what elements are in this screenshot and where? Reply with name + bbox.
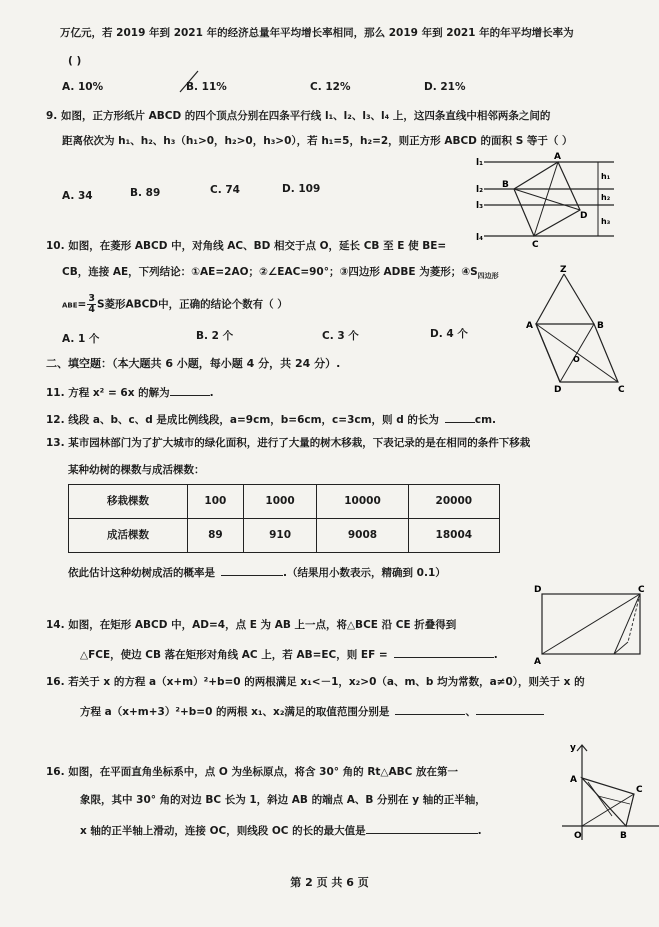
fraction-numerator: 3 bbox=[88, 293, 95, 304]
q14-line2-post: . bbox=[493, 649, 498, 661]
table-row-header: 成活棵数 bbox=[69, 519, 188, 553]
q16-answer-blank[interactable] bbox=[366, 822, 478, 834]
q14-answer-blank[interactable] bbox=[394, 646, 494, 658]
q9-option-d: D. 109 bbox=[282, 183, 321, 195]
table-cell: 10000 bbox=[317, 485, 408, 519]
q10-figure bbox=[524, 262, 644, 394]
label-d: D bbox=[534, 585, 542, 595]
label-l3: l₃ bbox=[476, 201, 484, 211]
q9-option-a: A. 34 bbox=[62, 190, 93, 202]
q13-after-post: .（结果用小数表示，精确到 0.1） bbox=[283, 567, 446, 579]
label-d: D bbox=[580, 211, 588, 221]
q15-line1: 16. 若关于 x 的方程 a（x+m）²+b=0 的两根满足 x₁<－1，x₂>0（a、m、b 均为常数，a≠0），则关于 x 的 bbox=[46, 676, 585, 688]
q12 bbox=[46, 411, 496, 427]
q16-line1: 16. 如图，在平面直角坐标系中，点 O 为坐标原点，将含 30° 角的 Rt△ABC 放在第一 bbox=[46, 766, 458, 778]
q10-option-c: C. 3 个 bbox=[322, 330, 359, 342]
q12-text: 12. 线段 a、b、c、d 是成比例线段，a=9cm，b=6cm，c=3cm，则 d 的长为 bbox=[46, 414, 439, 426]
q8-line1: 万亿元，若 2019 年到 2021 年的经济总量年平均增长率相同，那么 2019 年到 2021 年的年平均增长率为 bbox=[60, 27, 574, 39]
q13-line2: 某种幼树的棵数与成活棵数： bbox=[68, 464, 205, 476]
q13-line1: 13. 某市园林部门为了扩大城市的绿化面积，进行了大量的树木移栽，下表记录的是在相同的条件下移栽 bbox=[46, 437, 531, 449]
label-c: C bbox=[638, 585, 645, 595]
q9-figure bbox=[474, 150, 624, 250]
q15-answer-blank-2[interactable] bbox=[476, 703, 544, 715]
q9-option-c: C. 74 bbox=[210, 184, 240, 196]
label-c: C bbox=[636, 785, 643, 795]
q16-line3-post: . bbox=[477, 825, 482, 837]
label-h1: h₁ bbox=[601, 172, 611, 181]
q10-option-a: A. 1 个 bbox=[62, 333, 100, 345]
label-b: B bbox=[502, 180, 509, 190]
q16-line3 bbox=[80, 822, 482, 838]
q14-line2-text: △FCE，使边 CB 落在矩形对角线 AC 上，若 AB=EC，则 EF = bbox=[80, 649, 388, 661]
q13-answer-blank[interactable] bbox=[221, 564, 283, 576]
q15-separator: 、 bbox=[465, 706, 476, 718]
q11 bbox=[46, 384, 214, 400]
label-c: C bbox=[618, 385, 625, 395]
q16-line2: 象限，其中 30° 角的对边 BC 长为 1，斜边 AB 的端点 A、B 分别在 y 轴的正半轴， bbox=[80, 794, 486, 806]
q8-option-a: A. 10% bbox=[62, 81, 104, 93]
q14-line1: 14. 如图，在矩形 ABCD 中，AD=4，点 E 为 AB 上一点，将△BCE 沿 CE 折叠得到 bbox=[46, 619, 457, 631]
q10-line1: 10. 如图，在菱形 ABCD 中，对角线 AC、BD 相交于点 O，延长 CB 至 E 使 BE= bbox=[46, 240, 447, 252]
q14-figure bbox=[530, 582, 659, 666]
q13-data-table bbox=[68, 484, 500, 553]
q10-line3-pre: ABE bbox=[62, 301, 78, 310]
q10-line2 bbox=[62, 266, 499, 280]
q9-line1: 9. 如图，正方形纸片 ABCD 的四个顶点分别在四条平行线 l₁、l₂、l₃、l₄ 上，这四条直线中相邻两条之间的 bbox=[46, 110, 551, 122]
q13-after bbox=[68, 564, 446, 580]
q10-line2-text: CB，连接 AE，下列结论：①AE=2AO；②∠EAC=90°；③四边形 ADBE 为菱形；④S bbox=[62, 266, 478, 278]
q10-option-b: B. 2 个 bbox=[196, 330, 234, 342]
table-cell: 18004 bbox=[408, 519, 499, 553]
label-d: D bbox=[554, 385, 562, 395]
label-l2: l₂ bbox=[476, 185, 484, 195]
q16-line3-text: x 轴的正半轴上滑动，连接 OC，则线段 OC 的长的最大值是 bbox=[80, 825, 366, 837]
table-cell: 910 bbox=[243, 519, 317, 553]
table-cell: 20000 bbox=[408, 485, 499, 519]
table-cell: 9008 bbox=[317, 519, 408, 553]
label-a: A bbox=[534, 657, 541, 667]
q11-text: 11. 方程 x² = 6x 的解为 bbox=[46, 387, 170, 399]
table-row-header: 移栽棵数 bbox=[69, 485, 188, 519]
table-row bbox=[69, 519, 500, 553]
q10-line2-sub: 四边形 bbox=[477, 272, 499, 281]
q15-line2 bbox=[80, 703, 544, 719]
q13-after-text: 依此估计这种幼树成活的概率是 bbox=[68, 567, 215, 579]
q10-line3: ABE= $\frac{3}{4}$ S菱形ABCD中，正确的结论个数有（ ） bbox=[62, 293, 288, 315]
label-l4: l₄ bbox=[476, 233, 484, 243]
label-o: O bbox=[573, 355, 580, 364]
page-number: 第 2 页 共 6 页 bbox=[290, 876, 369, 889]
label-c: C bbox=[532, 240, 539, 250]
q10-line3-post: S菱形ABCD中，正确的结论个数有（ ） bbox=[96, 298, 288, 311]
q8-paren: ( ) bbox=[68, 55, 82, 67]
label-h3: h₃ bbox=[601, 217, 611, 226]
q9-option-b: B. 89 bbox=[130, 187, 161, 199]
label-y: y bbox=[570, 743, 576, 753]
q9-line2: 距离依次为 h₁、h₂、h₃（h₁>0，h₂>0，h₃>0），若 h₁=5，h₂=2，则正方形 ABCD 的面积 S 等于（ ） bbox=[62, 135, 573, 147]
table-cell: 100 bbox=[188, 485, 244, 519]
q10-fraction bbox=[87, 294, 96, 315]
label-l1: l₁ bbox=[476, 158, 484, 168]
label-a: A bbox=[554, 152, 561, 162]
label-h2: h₂ bbox=[601, 193, 611, 202]
label-b: B bbox=[620, 831, 627, 841]
table-row bbox=[69, 485, 500, 519]
handwritten-pen-mark bbox=[176, 68, 226, 94]
q16-figure bbox=[560, 740, 659, 846]
table-cell: 1000 bbox=[243, 485, 317, 519]
label-b: B bbox=[597, 321, 604, 331]
q8-option-d: D. 21% bbox=[424, 81, 466, 93]
q11-post: . bbox=[209, 387, 214, 399]
label-a: A bbox=[570, 775, 577, 785]
label-a: A bbox=[526, 321, 533, 331]
label-e: Z bbox=[560, 265, 567, 275]
q12-post: cm. bbox=[474, 414, 497, 426]
q15-line2-text: 方程 a（x+m+3）²+b=0 的两根 x₁、x₂满足的取值范围分别是 bbox=[80, 706, 390, 718]
q8-option-c: C. 12% bbox=[310, 81, 351, 93]
q15-answer-blank-1[interactable] bbox=[395, 703, 465, 715]
section-fill-blank-title: 二、填空题：（本大题共 6 小题，每小题 4 分，共 24 分）. bbox=[46, 357, 341, 370]
label-o: O bbox=[574, 831, 582, 841]
q14-line2 bbox=[80, 646, 498, 662]
table-cell: 89 bbox=[188, 519, 244, 553]
q8-option-b: B. 11% bbox=[186, 81, 227, 93]
q12-answer-blank[interactable] bbox=[445, 411, 475, 423]
q10-option-d: D. 4 个 bbox=[430, 328, 468, 340]
fraction-denominator: 4 bbox=[88, 303, 95, 315]
q11-answer-blank[interactable] bbox=[170, 384, 210, 396]
